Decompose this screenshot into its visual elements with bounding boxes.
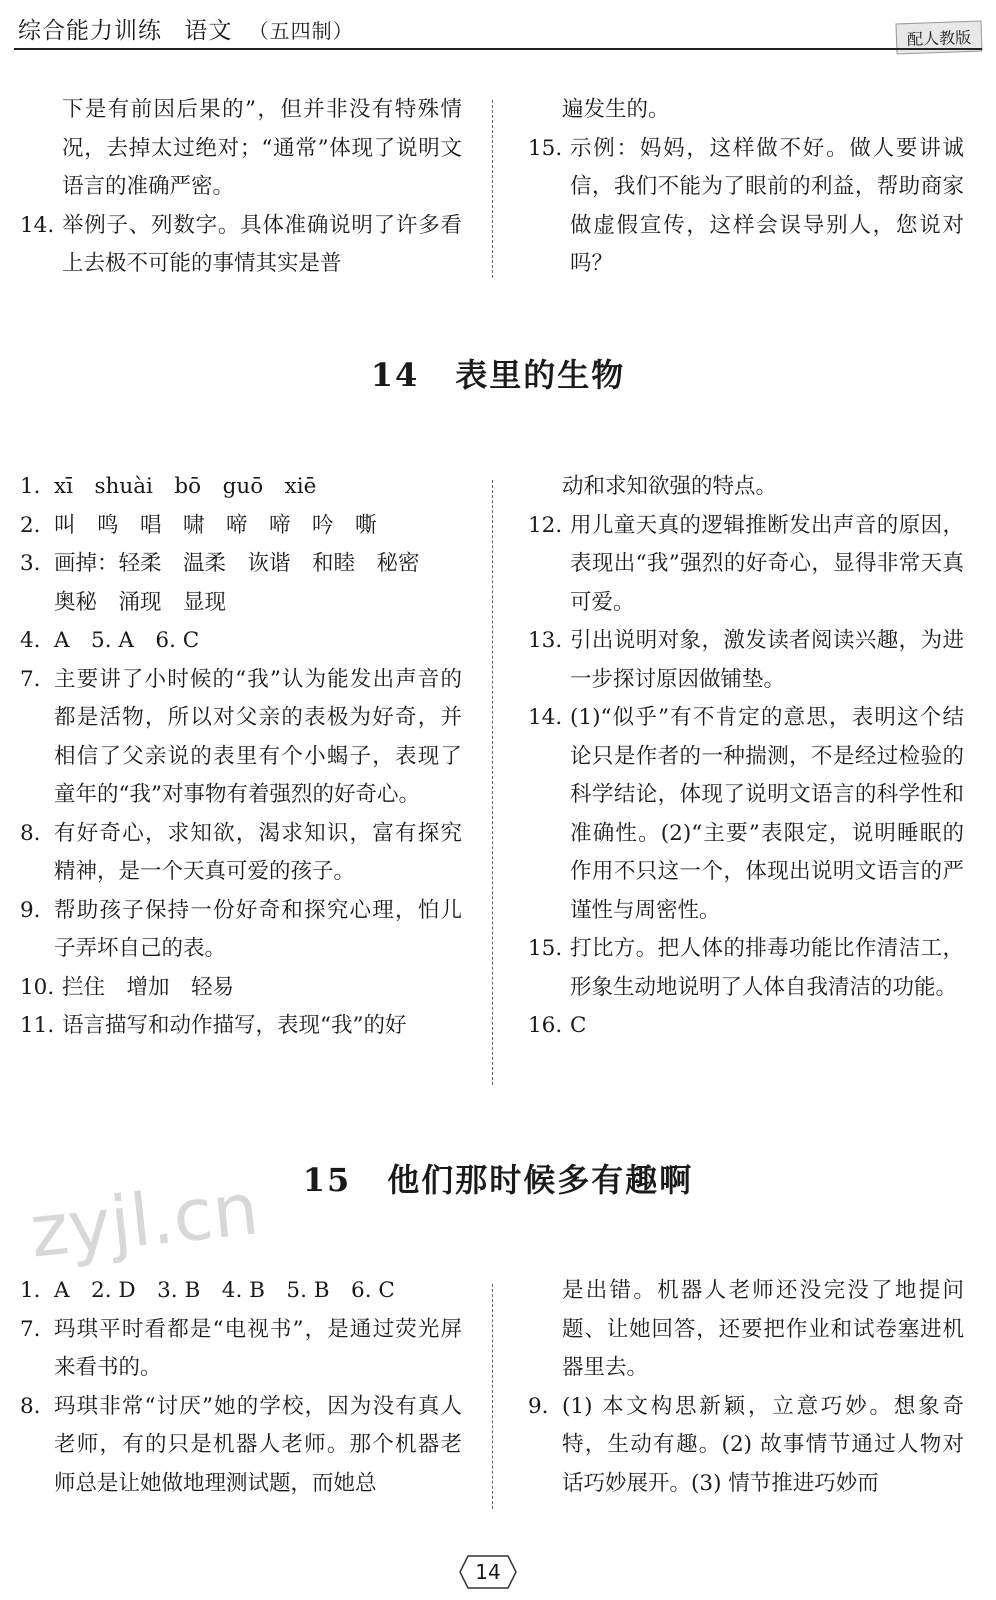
answer-text: 画掉：轻柔 温柔 诙谐 和睦 秘密 <box>54 551 420 576</box>
answer-text: A 5. A 6. C <box>54 628 200 653</box>
answer-item <box>20 545 462 584</box>
section-15-right-column <box>528 1272 964 1503</box>
header-rule <box>14 48 982 50</box>
answer-number: 14. <box>20 212 55 238</box>
column-divider <box>492 480 493 1085</box>
answer-number: 4. <box>20 628 41 653</box>
answer-item <box>528 699 964 930</box>
answer-item <box>20 207 462 284</box>
top-right-column <box>528 91 964 284</box>
answer-text: A 2. D 3. B 4. B 5. B 6. C <box>54 1278 395 1303</box>
answer-text: 拦住 增加 轻易 <box>62 974 235 1000</box>
answer-number: 10. <box>20 974 55 1000</box>
answer-text: 示例：妈妈，这样做不好。做人要讲诚信，我们不能为了眼前的利益，帮助商家做虚假宣传，这样会误导别人，您说对吗？ <box>570 135 964 276</box>
answer-number: 8. <box>20 820 41 846</box>
answer-number: 8. <box>20 1393 41 1419</box>
page-number-text: 14 <box>475 1560 501 1584</box>
answer-text: 叫 鸣 唱 啸 啼 啼 吟 嘶 <box>54 512 377 538</box>
section-heading: 表里的生物 <box>455 356 626 394</box>
answer-item <box>528 507 964 623</box>
answer-item <box>528 622 964 699</box>
book-title <box>18 12 354 45</box>
answer-continuation: 下是有前因后果的”，但并非没有特殊情况，去掉太过绝对；“通常”体现了说明文语言的准确严密。 <box>62 97 462 199</box>
answer-number: 2. <box>20 512 41 538</box>
answer-number: 16. <box>528 1013 563 1038</box>
answer-number: 15. <box>528 936 563 961</box>
answer-text: 引出说明对象，激发读者阅读兴趣，为进一步探讨原因做铺垫。 <box>570 628 964 692</box>
answer-text: xī shuài bō guō xiē <box>54 474 317 499</box>
answer-text: 用儿童天真的逻辑推断发出声音的原因，表现出“我”强烈的好奇心，显得非常天真可爱。 <box>570 512 964 615</box>
column-divider <box>492 1284 493 1509</box>
answer-text: 有好奇心，求知欲，渴求知识，富有探究精神，是一个天真可爱的孩子。 <box>54 820 462 884</box>
answer-item <box>20 468 462 507</box>
answer-continuation: 动和求知欲强的特点。 <box>562 474 778 499</box>
answer-item <box>528 130 964 284</box>
series-title: 综合能力训练 <box>18 18 162 44</box>
answer-number: 7. <box>20 1316 41 1342</box>
answer-number: 3. <box>20 551 41 576</box>
section-number: 14 <box>370 356 420 394</box>
top-left-column <box>20 91 462 284</box>
section-14-title <box>0 350 996 396</box>
answer-item <box>20 815 462 892</box>
answer-text: (1) 本文构思新颖，立意巧妙。想象奇特，生动有趣。(2) 故事情节通过人物对话巧妙展开。(3) 情节推进巧妙而 <box>562 1393 964 1496</box>
answer-number: 9. <box>20 897 41 923</box>
answer-text: 语言描写和动作描写，表现“我”的好 <box>62 1013 407 1038</box>
subject-label: 语文 <box>184 18 233 44</box>
section-15-left-column <box>20 1272 462 1503</box>
answer-text: 举例子、列数字。具体准确说明了许多看上去极不可能的事情其实是普 <box>62 212 462 276</box>
section-14-left-column <box>20 468 462 1046</box>
answer-item <box>528 1007 964 1046</box>
answer-text: (1)“似乎”有不肯定的意思，表明这个结论只是作者的一种揣测，不是经过检验的科学结论，体现了说明文语言的科学性和准确性。(2)“主要”表限定，说明睡眠的作用不只这一个，体现出说明文语言的严谨性与周密性。 <box>570 705 964 923</box>
column-divider <box>492 100 493 278</box>
answer-text: 打比方。把人体的排毒功能比作清洁工，形象生动地说明了人体自我清洁的功能。 <box>570 936 964 1000</box>
section-number: 15 <box>302 1161 352 1199</box>
answer-item <box>528 1388 964 1504</box>
answer-text: 玛琪平时看都是“电视书”，是通过荧光屏来看书的。 <box>54 1316 462 1380</box>
answer-number: 7. <box>20 666 41 692</box>
section-14-right-column <box>528 468 964 1046</box>
answer-continuation: 是出错。机器人老师还没完没了地提问题、让她回答，还要把作业和试卷塞进机器里去。 <box>562 1278 964 1380</box>
page-header <box>0 0 996 52</box>
answer-number: 15. <box>528 135 563 161</box>
answer-text: 主要讲了小时候的“我”认为能发出声音的都是活物，所以对父亲的表极为好奇，并相信了父亲说的表里有个小蝎子，表现了童年的“我”对事物有着强烈的好奇心。 <box>54 666 462 807</box>
site-watermark: zyjl.cn <box>26 1166 263 1274</box>
answer-text: C <box>570 1013 587 1038</box>
answer-item <box>20 1007 462 1046</box>
page-number <box>458 1554 518 1590</box>
answer-continuation: 奥秘 涌现 显现 <box>54 589 227 615</box>
answer-number: 9. <box>528 1393 549 1419</box>
answer-item <box>20 892 462 969</box>
answer-item <box>528 930 964 1007</box>
answer-item <box>20 1311 462 1388</box>
answer-item <box>20 1272 462 1311</box>
answer-number: 11. <box>20 1013 55 1038</box>
answer-text: 帮助孩子保持一份好奇和探究心理，怕儿子弄坏自己的表。 <box>54 897 462 961</box>
section-heading: 他们那时候多有趣啊 <box>387 1161 694 1199</box>
answer-item <box>20 1388 462 1504</box>
answer-number: 1. <box>20 474 41 499</box>
answer-item <box>20 661 462 815</box>
answer-item <box>20 969 462 1008</box>
answer-number: 1. <box>20 1278 41 1303</box>
answer-item <box>20 622 462 661</box>
edition-badge: 配人教版 <box>895 21 982 55</box>
answer-continuation: 遍发生的。 <box>562 97 670 122</box>
answer-number: 13. <box>528 628 563 653</box>
answer-number: 14. <box>528 705 563 730</box>
answer-text: 玛琪非常“讨厌”她的学校，因为没有真人老师，有的只是机器人老师。那个机器老师总是让她做地理测试题，而她总 <box>54 1393 462 1496</box>
edition-label: （五四制） <box>248 19 354 43</box>
answer-item <box>20 507 462 546</box>
answer-number: 12. <box>528 512 563 538</box>
